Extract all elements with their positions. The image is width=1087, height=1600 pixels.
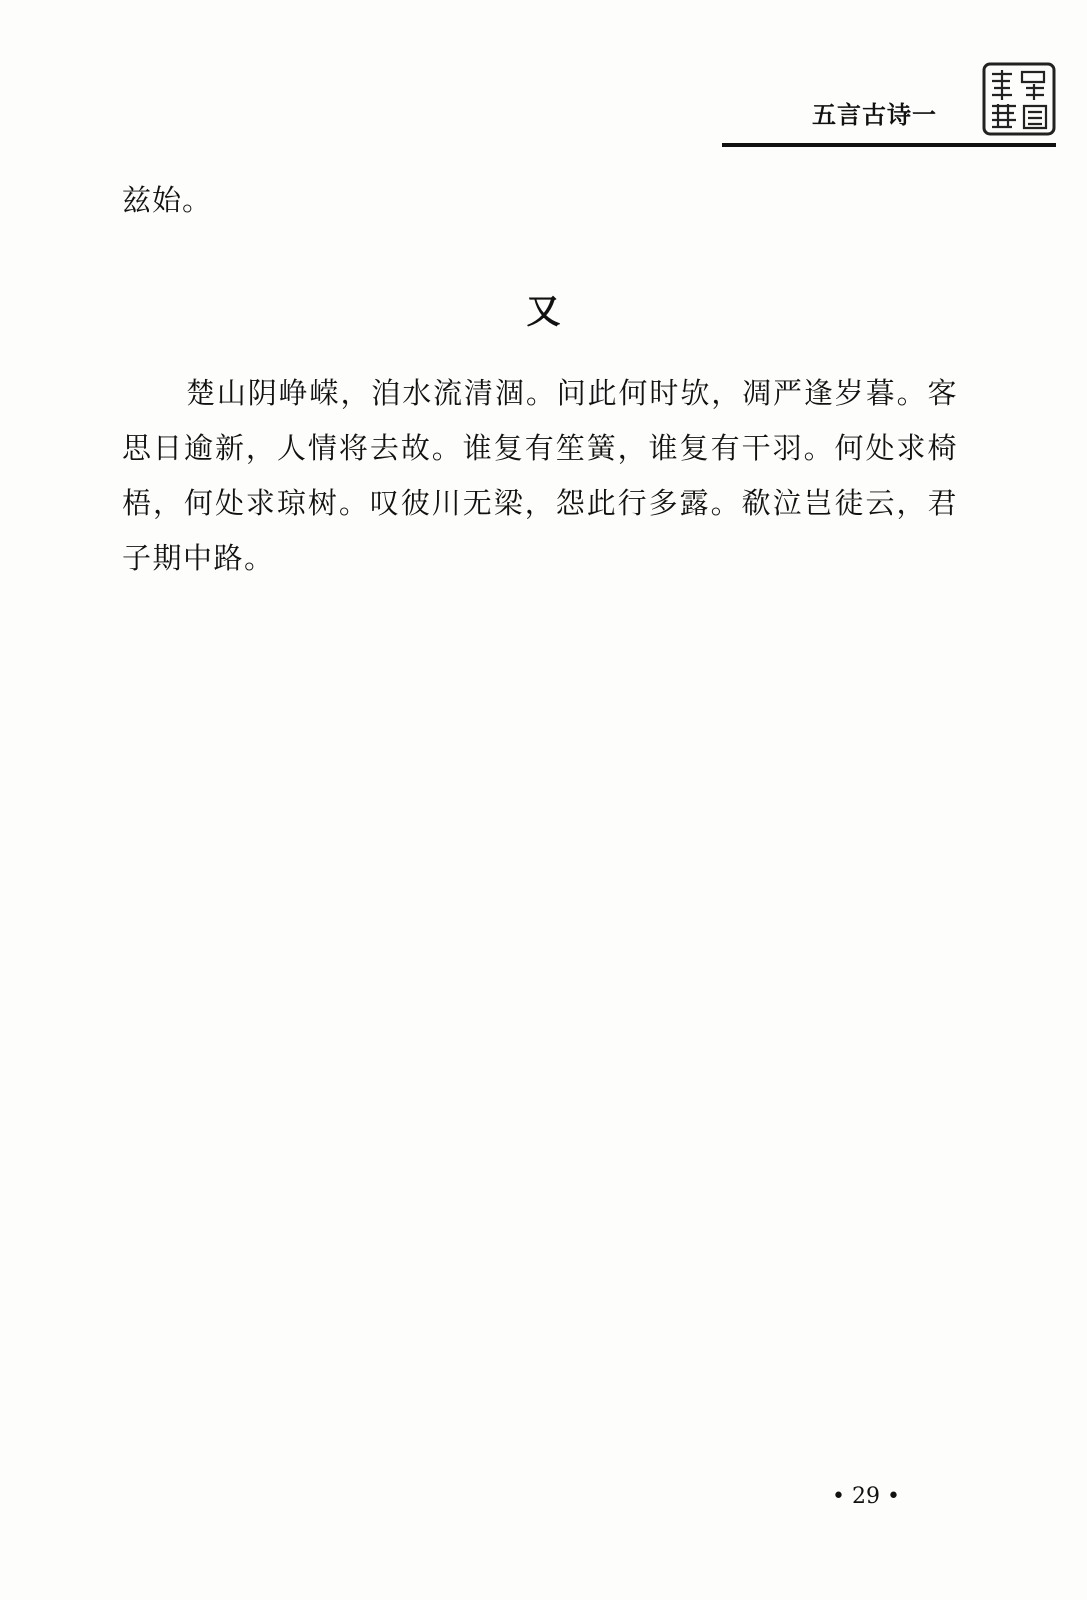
continuation-text: 兹始。 xyxy=(122,183,213,217)
page-number: • 29 • xyxy=(832,1484,900,1509)
poem-body: 楚山阴峥嵘，洎水流清涸。问此何时欤，凋严逢岁暮。客思日逾新，人情将去故。谁复有笙簧，谁复有干羽。何处求椅梧，何处求琼树。叹彼川无梁，怨此行多露。欷泣岂徒云，君子期中路。 xyxy=(122,376,958,575)
seal-logo xyxy=(982,62,1056,136)
poem-title: 又 xyxy=(526,292,561,332)
header-rule xyxy=(722,143,1056,147)
running-header-title: 五言古诗一 xyxy=(812,101,937,129)
